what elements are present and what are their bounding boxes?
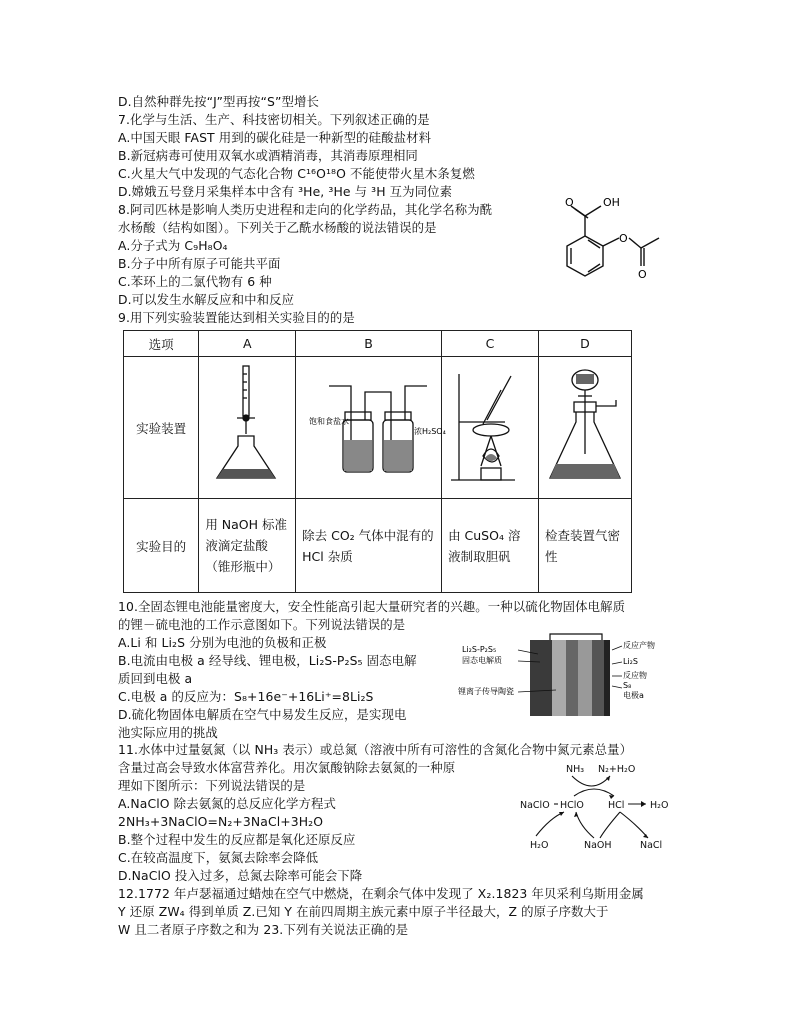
purpose-b: 除去 CO₂ 气体中混有的 HCl 杂质: [296, 499, 442, 593]
table-header-row: [124, 331, 632, 357]
experiment-table: [123, 330, 632, 593]
naclo-cycle-diagram-figure: [510, 760, 690, 856]
header-d: D: [538, 331, 631, 357]
q8-option-a: A.分子式为 C₉H₈O₄: [118, 238, 228, 253]
battery-label-reactant: 反应物: [623, 671, 647, 680]
q11-option-a-2: 2NH₃+3NaClO=N₂+3NaCl+3H₂O: [118, 814, 324, 829]
cycle-nh3: NH₃: [566, 764, 585, 775]
row-label-purpose: 实验目的: [124, 499, 199, 593]
aspirin-structure-figure: [545, 188, 680, 288]
q11-option-d: D.NaClO 投入过多，总氮去除率可能会下降: [118, 868, 363, 883]
q10-stem-2: 的锂－硫电池的工作示意图如下。下列说法错误的是: [118, 617, 406, 632]
q7-option-d: D.嫦娥五号登月采集样本中含有 ³He, ³He 与 ³H 互为同位素: [118, 184, 453, 199]
q7-stem: 7.化学与生活、生产、科技密切相关。下列叙述正确的是: [118, 112, 430, 127]
q10-option-b-2: 质回到电极 a: [118, 671, 193, 686]
cycle-hclo: HClO: [560, 800, 584, 811]
svg-text:O: O: [638, 268, 647, 281]
q8-stem-2: 水杨酸（结构如图）。下列关于乙酰水杨酸的说法错误的是: [118, 220, 437, 235]
q11-stem-3: 理如下图所示：下列说法错误的是: [118, 778, 306, 793]
q11-stem-1: 11.水体中过量氨氮（以 NH₃ 表示）或总氮（溶液中所有可溶性的含氮化合物中氮元素总量）: [118, 742, 633, 757]
q10-option-d-2: 池实际应用的挑战: [118, 725, 218, 740]
q8-option-c: C.苯环上的二氯代物有 6 种: [118, 274, 272, 289]
q8-option-d: D.可以发生水解反应和中和反应: [118, 292, 295, 307]
q12-stem-2: Y 还原 ZW₄ 得到单质 Z.已知 Y 在前四周期主族元素中原子半径最大，Z 的原子序数大于: [118, 904, 609, 919]
cycle-n2-h2o: N₂+H₂O: [598, 764, 636, 775]
battery-label-electrolyte-formula: Li₂S-P₂S₅: [462, 645, 497, 654]
purpose-c: 由 CuSO₄ 溶液制取胆矾: [442, 499, 539, 593]
purpose-row: [124, 499, 632, 593]
header-b: B: [296, 331, 442, 357]
evaporation-apparatus-figure: [445, 362, 535, 490]
battery-label-solid-electrolyte: 固态电解质: [462, 656, 502, 665]
battery-diagram-figure: [452, 632, 672, 720]
battery-label-electrode-a: 电极a: [623, 691, 644, 700]
cycle-h2o-right: H₂O: [650, 800, 669, 811]
q7-option-b: B.新冠病毒可使用双氧水或酒精消毒，其消毒原理相同: [118, 148, 418, 163]
airtightness-apparatus-figure: [540, 362, 630, 490]
titration-apparatus-figure: [207, 362, 287, 490]
header-c: C: [442, 331, 539, 357]
q12-stem-1: 12.1772 年卢瑟福通过蜡烛在空气中燃烧，在剩余气体中发现了 X₂.1823 年贝采利乌斯用金属: [118, 886, 644, 901]
apparatus-row: [124, 357, 632, 499]
header-a: A: [199, 331, 296, 357]
apparatus-b-cell: [296, 357, 446, 499]
b-right-label: 浓H₂SO₄: [413, 427, 446, 436]
cycle-nacl: NaCl: [640, 840, 663, 851]
battery-label-product: 反应产物: [623, 641, 655, 650]
gas-washing-apparatus-figure: [299, 362, 446, 490]
q11-option-a-1: A.NaClO 除去氨氮的总反应化学方程式: [118, 796, 337, 811]
cycle-naclo: NaClO: [520, 800, 550, 811]
aspirin-oh-label: OH: [603, 196, 620, 209]
q11-option-c: C.在较高温度下，氨氮去除率会降低: [118, 850, 319, 865]
b-left-label: 饱和食盐水: [308, 417, 349, 426]
q12-stem-3: W 且二者原子序数之和为 23.下列有关说法正确的是: [118, 922, 409, 937]
row-label-apparatus: 实验装置: [124, 357, 199, 499]
q10-option-d-1: D.硫化物固体电解质在空气中易发生反应，是实现电: [118, 707, 407, 722]
q10-option-a: A.Li 和 Li₂S 分别为电池的负极和正极: [118, 635, 327, 650]
battery-label-s8: S₈: [623, 681, 632, 690]
q7-option-c: C.火星大气中发现的气态化合物 C¹⁶O¹⁸O 不能使带火星木条复燃: [118, 166, 475, 181]
cycle-h2o-left: H₂O: [530, 840, 549, 851]
cycle-naoh: NaOH: [584, 840, 612, 851]
purpose-a: 用 NaOH 标准液滴定盐酸（锥形瓶中）: [199, 499, 296, 593]
cycle-hcl: HCl: [608, 800, 625, 811]
svg-text:O: O: [619, 232, 628, 245]
svg-text:O: O: [565, 196, 574, 209]
apparatus-c-cell: [442, 357, 539, 499]
q9-stem: 9.用下列实验装置能达到相关实验目的的是: [118, 310, 355, 325]
battery-label-li2s: Li₂S: [623, 657, 638, 666]
q8-stem-1: 8.阿司匹林是影响人类历史进程和走向的化学药品，其化学名称为酰: [118, 202, 493, 217]
purpose-d: 检查装置气密性: [538, 499, 631, 593]
battery-label-ceramic: 锂离子传导陶瓷: [458, 687, 514, 696]
apparatus-a-cell: [199, 357, 296, 499]
q6-option-d: D.自然种群先按“J”型再按“S”型增长: [118, 94, 319, 109]
q7-option-a: A.中国天眼 FAST 用到的碳化硅是一种新型的硅酸盐材料: [118, 130, 432, 145]
q10-stem-1: 10.全固态锂电池能量密度大，安全性能高引起大量研究者的兴趣。一种以硫化物固体电解质: [118, 599, 626, 614]
q8-option-b: B.分子中所有原子可能共平面: [118, 256, 281, 271]
q11-stem-2: 含量过高会导致水体富营养化。用次氯酸钠除去氨氮的一种原: [118, 760, 456, 775]
q11-option-b: B.整个过程中发生的反应都是氧化还原反应: [118, 832, 356, 847]
q10-option-b-1: B.电流由电极 a 经导线、锂电极，Li₂S-P₂S₅ 固态电解: [118, 653, 417, 668]
apparatus-d-cell: [538, 357, 631, 499]
q10-option-c: C.电极 a 的反应为：S₈+16e⁻+16Li⁺=8Li₂S: [118, 689, 374, 704]
header-option: 选项: [124, 331, 199, 357]
